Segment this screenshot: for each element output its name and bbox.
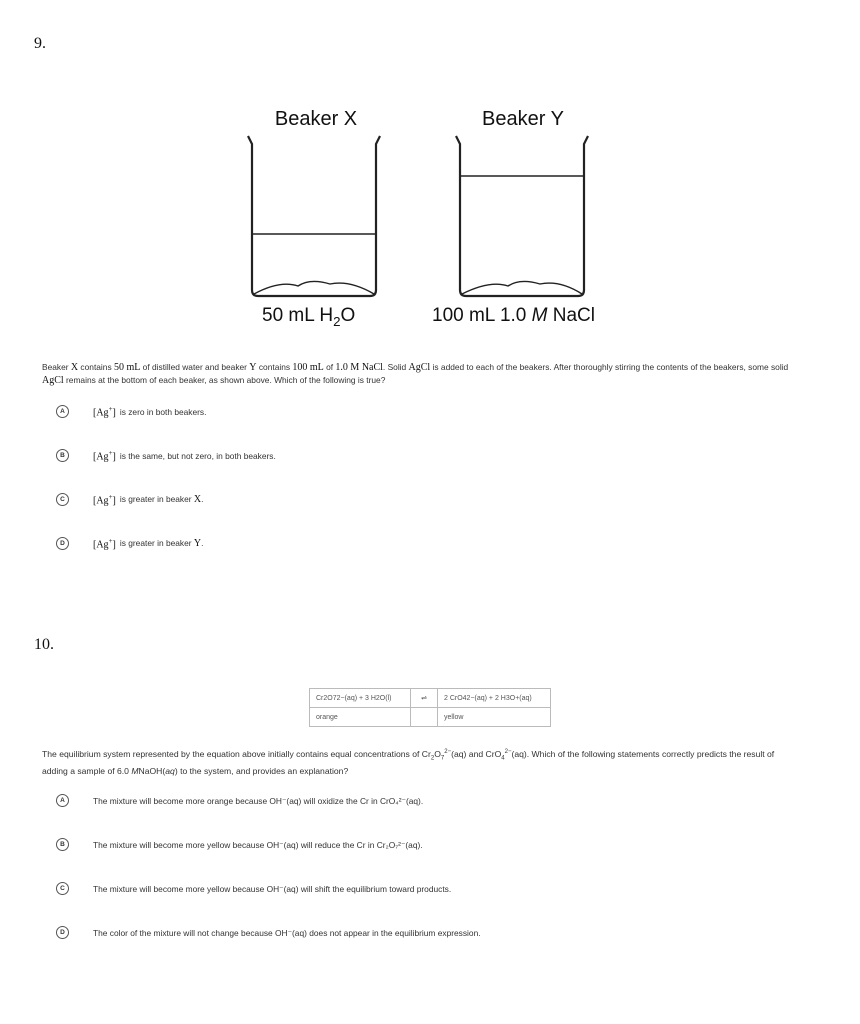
q10-choice-c[interactable] [56, 882, 451, 895]
q9-choice-d[interactable] [56, 537, 203, 550]
beaker-x-caption: 50 mL $H_2O$ [262, 305, 356, 329]
beaker-y [456, 136, 588, 296]
beaker-y-label: Beaker Y [482, 108, 564, 130]
q10-choice-b[interactable] [56, 838, 423, 851]
question-10-stem: The equilibrium system represented by the equation above initially contains equal concentrations of $Cr_2O_7^{2-}(aq)$ and CrO$_4^{2-}$(aq). Which of the following statements correctly predicts the result of adding a sample of 6.0 MNaOH(aq) to the system, and provides an explanation? [42, 748, 775, 776]
reactant-color: orange [310, 708, 411, 727]
choice-letter-d[interactable]: D [56, 926, 69, 939]
equation-products: 2 CrO42−(aq) + 2 H3O+(aq) [438, 689, 551, 708]
ag-concentration: [Ag+] [93, 537, 116, 551]
q9-choice-a[interactable] [56, 405, 206, 418]
choice-letter-b[interactable]: B [56, 838, 69, 851]
choice-letter-d[interactable]: D [56, 537, 69, 550]
choice-letter-c[interactable]: C [56, 493, 69, 506]
choice-letter-a[interactable]: A [56, 794, 69, 807]
equilibrium-arrow: ⇌ [411, 689, 438, 708]
q10-choice-a[interactable] [56, 794, 423, 807]
question-9-stem: Beaker X contains 50 mL of distilled water and beaker Y contains 100 mL of 1.0 M NaCl. Solid AgCl is added to each of the beakers. After thoroughly stirring the contents of the beakers, some solid AgCl remains at the bottom of each beaker, as shown above. Which of the following is true? [42, 362, 789, 386]
choice-text: The mixture will become more yellow because OH⁻(aq) will reduce the Cr in Cr₂O₇²⁻(aq). [93, 839, 423, 850]
choice-text: is greater in beaker X. [119, 494, 204, 506]
choice-letter-c[interactable]: C [56, 882, 69, 895]
choice-letter-a[interactable]: A [56, 405, 69, 418]
choice-text: is zero in both beakers. [119, 406, 207, 417]
equation-reactants: Cr2O72−(aq) + 3 H2O(l) [310, 689, 411, 708]
question-number-9: 9. [34, 35, 46, 52]
choice-letter-b[interactable]: B [56, 449, 69, 462]
question-number-10: 10. [34, 636, 54, 653]
ag-concentration: [Ag+] [93, 493, 116, 507]
q9-choice-b[interactable] [56, 449, 276, 462]
beaker-x-label: Beaker X [274, 108, 358, 130]
choice-text: The mixture will become more orange because OH⁻(aq) will oxidize the Cr in CrO₄²⁻(aq). [93, 795, 424, 806]
beakers-figure [240, 130, 600, 300]
choice-text: The color of the mixture will not change because OH⁻(aq) does not appear in the equilibrium expression. [93, 927, 481, 938]
choice-text: The mixture will become more yellow because OH⁻(aq) will shift the equilibrium toward products. [93, 883, 452, 894]
q9-choice-c[interactable] [56, 493, 203, 506]
ag-concentration: [Ag+] [93, 405, 116, 419]
equilibrium-table [309, 688, 551, 727]
product-color: yellow [438, 708, 551, 727]
choice-text: is greater in beaker Y. [119, 538, 204, 550]
choice-text: is the same, but not zero, in both beakers. [119, 450, 276, 461]
q10-choice-d[interactable] [56, 926, 481, 939]
beaker-x [248, 136, 380, 296]
ag-concentration: [Ag+] [93, 449, 116, 463]
beaker-y-caption: 100 mL 1.0 M NaCl [432, 305, 595, 326]
